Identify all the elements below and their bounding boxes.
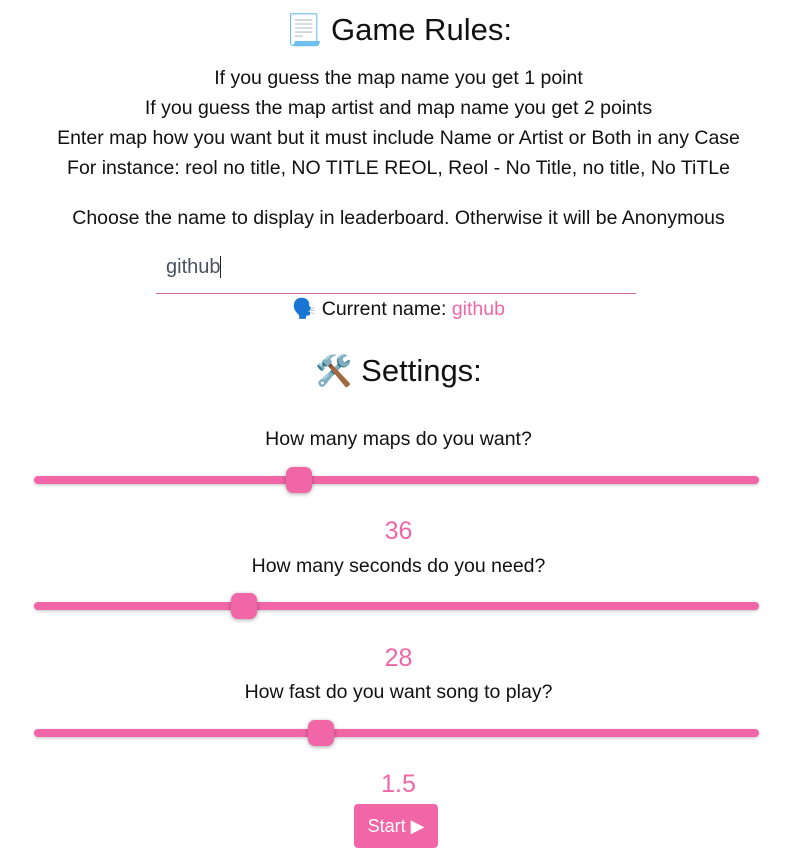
rules-heading <box>0 12 797 49</box>
current-name <box>0 296 797 322</box>
speed-label: How fast do you want song to play? <box>244 681 553 703</box>
speaking-head-icon: 🗣️ <box>292 298 317 320</box>
settings-title: Settings: <box>361 353 482 388</box>
settings-heading <box>0 353 797 390</box>
hammer-wrench-icon: 🛠️ <box>315 355 353 388</box>
scroll-icon: 📃 <box>285 14 323 47</box>
rule-line: For instance: reol no title, NO TITLE REOL, Reol - No Title, no title, No TiTLe <box>67 157 730 179</box>
current-name-value: github <box>451 298 505 320</box>
speed-slider[interactable] <box>34 718 759 748</box>
speed-slider-track[interactable] <box>34 729 759 737</box>
current-name-label: Current name: <box>321 298 447 320</box>
speed-value: 1.5 <box>381 770 416 798</box>
rule-line: If you guess the map artist and map name you get 2 points <box>144 97 653 119</box>
speed-slider-thumb[interactable] <box>308 720 334 746</box>
rule-line: If you guess the map name you get 1 point <box>214 67 583 89</box>
maps-slider[interactable] <box>34 465 759 495</box>
start-button[interactable]: Start ▶ <box>354 804 438 848</box>
name-prompt: Choose the name to display in leaderboard. Otherwise it will be Anonymous <box>72 207 725 229</box>
maps-slider-track[interactable] <box>34 476 759 484</box>
rules-title: Game Rules: <box>331 12 512 47</box>
text-caret <box>220 256 221 278</box>
name-field-wrapper <box>156 248 636 294</box>
seconds-value: 28 <box>384 644 413 672</box>
seconds-slider[interactable] <box>34 591 759 621</box>
maps-value: 36 <box>384 517 413 545</box>
rule-line: Enter map how you want but it must include Name or Artist or Both in any Case <box>57 127 740 149</box>
maps-label: How many maps do you want? <box>265 428 532 450</box>
seconds-label: How many seconds do you need? <box>251 555 546 577</box>
seconds-slider-thumb[interactable] <box>231 593 257 619</box>
seconds-slider-track[interactable] <box>34 602 759 610</box>
name-input[interactable] <box>156 248 636 286</box>
maps-slider-thumb[interactable] <box>286 467 312 493</box>
